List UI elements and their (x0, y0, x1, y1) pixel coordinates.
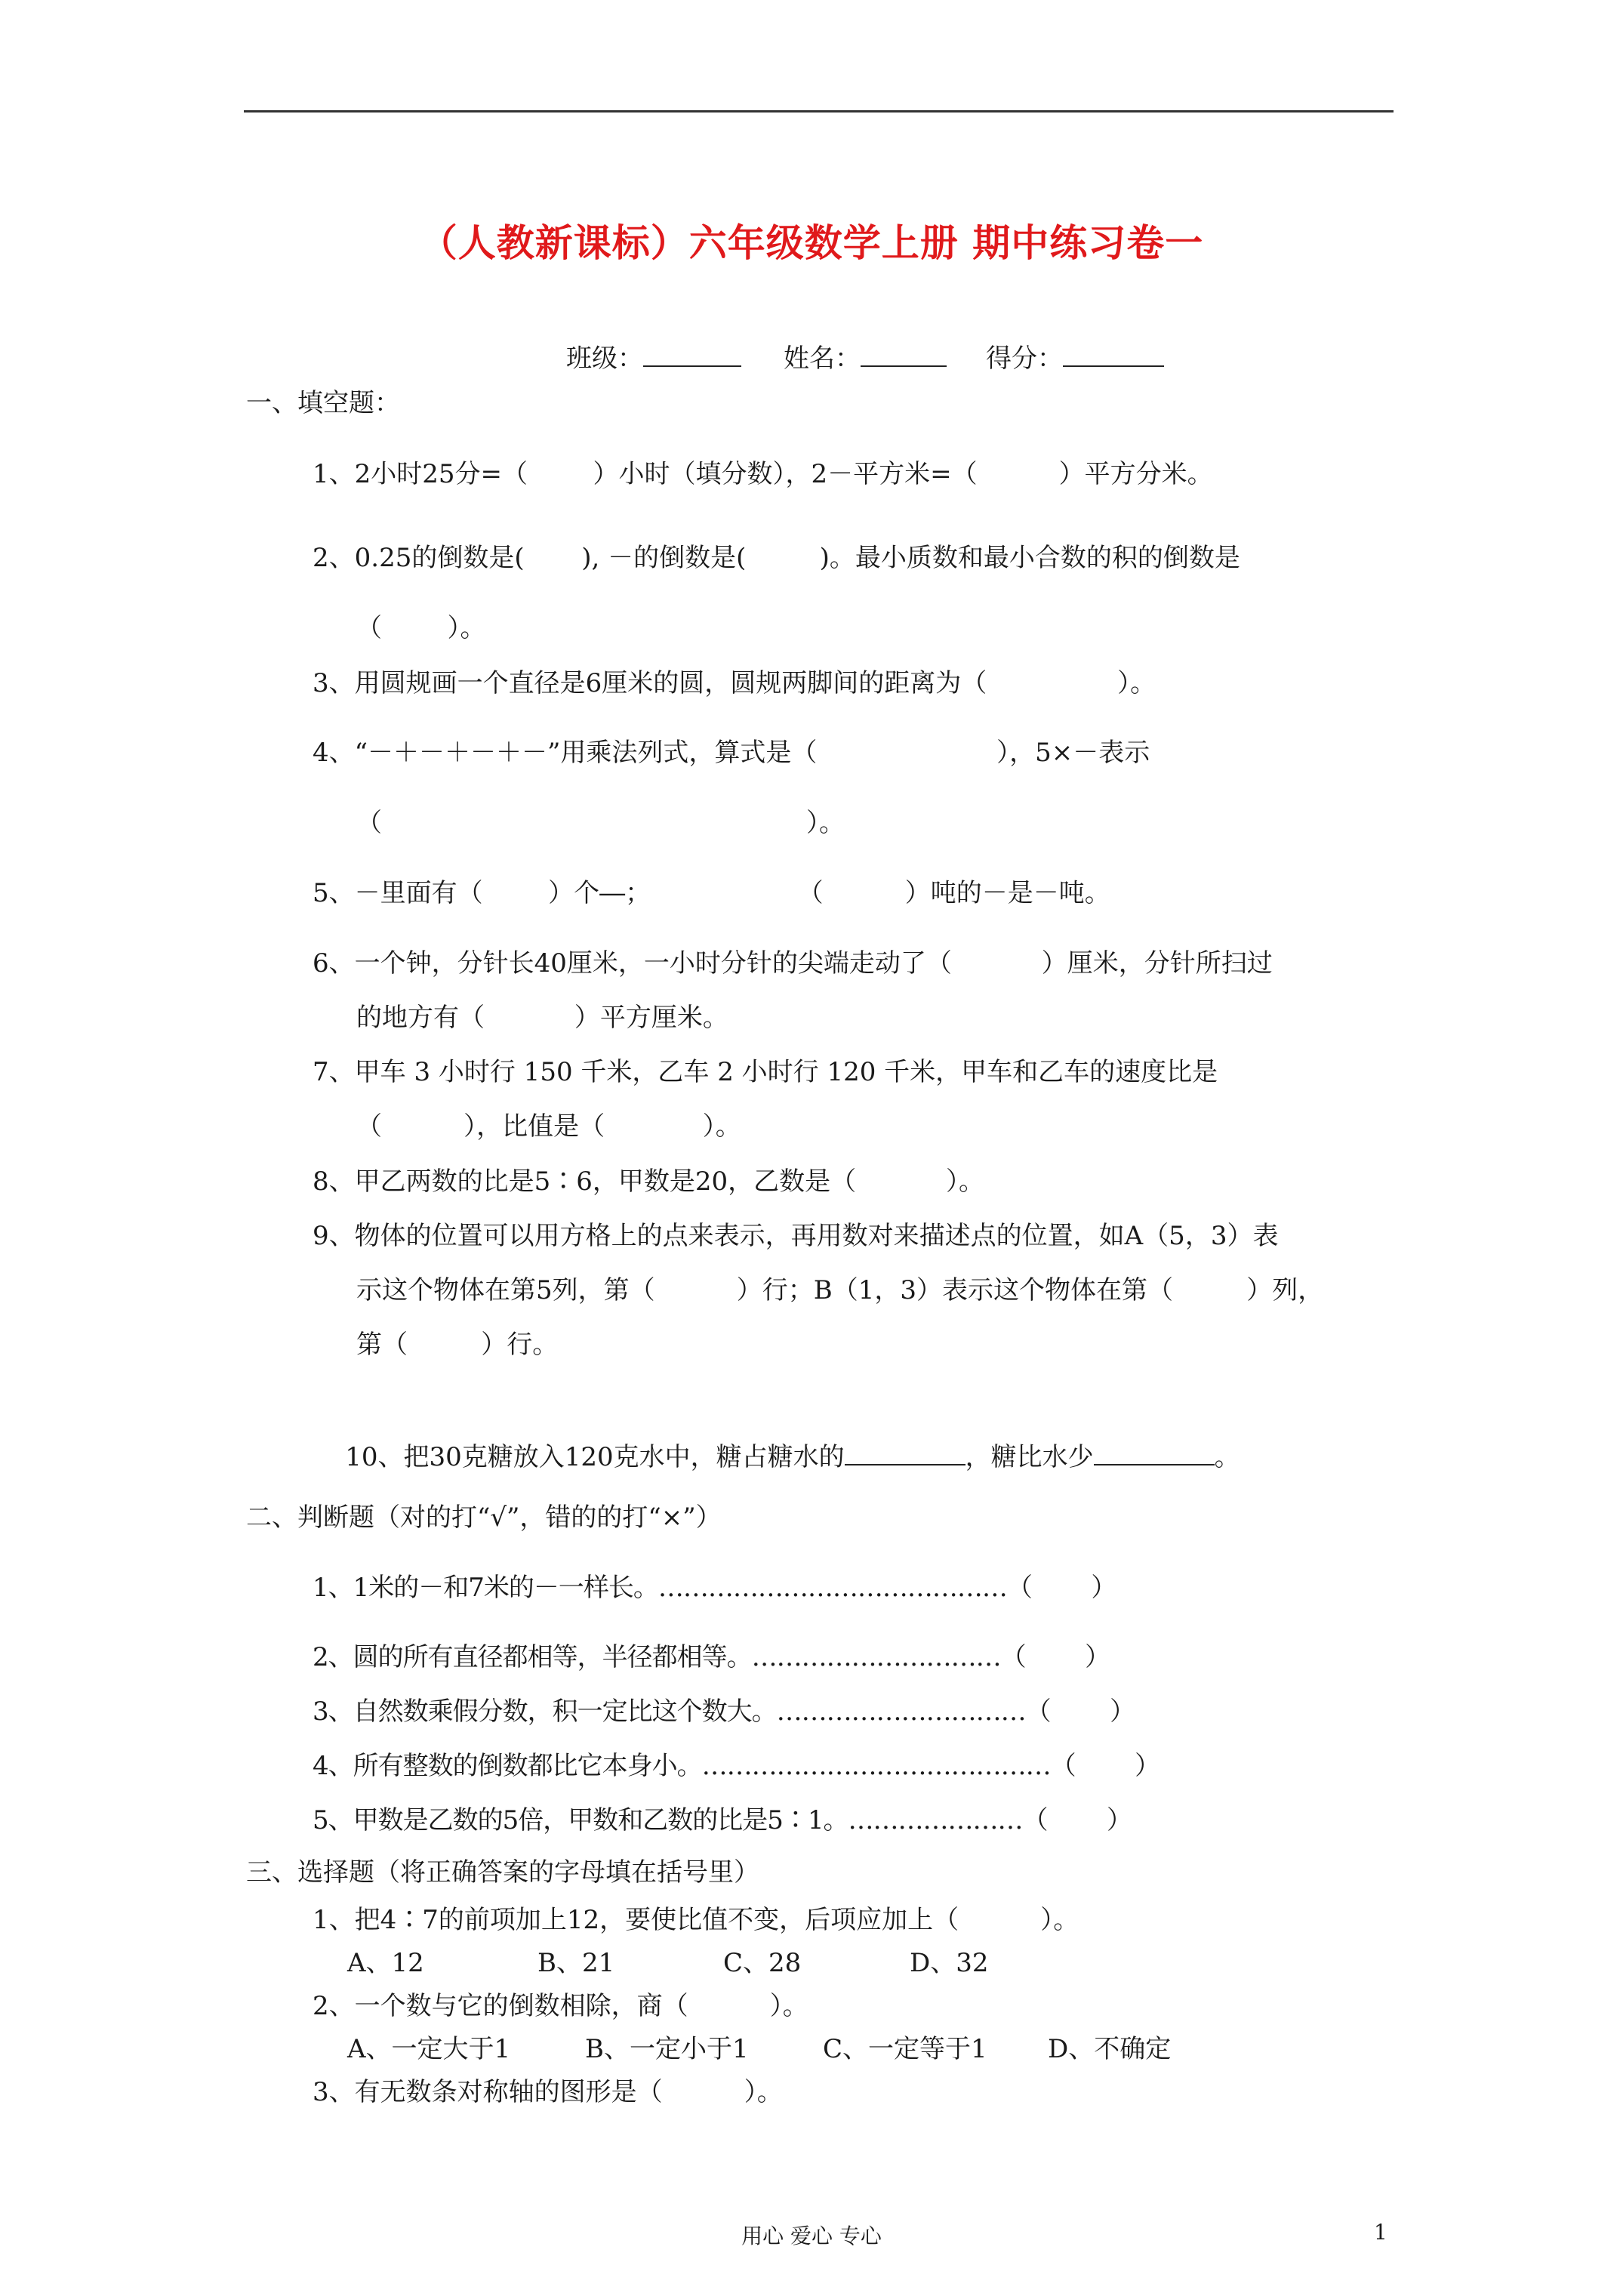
fill-question-3: 3、用圆规画一个直径是6厘米的圆，圆规两脚间的距离为（ ）。 (313, 668, 1156, 698)
fill-question-7-cont: （ ），比值是（ ）。 (356, 1111, 741, 1142)
fill-question-9-cont2: 第（ ）行。 (356, 1330, 559, 1360)
choice-1-option-b: B、21 (537, 1948, 615, 1978)
fill-question-9: 9、物体的位置可以用方格上的点来表示，再用数对来描述点的位置，如A（5，3）表 (313, 1221, 1279, 1251)
page-number: 1 (1374, 2220, 1387, 2245)
fill-question-4: 4、“－＋－＋－＋－”用乘法列式，算式是（ ），5×－表示 (313, 738, 1150, 768)
q10-answer-blank-1[interactable] (845, 1447, 965, 1465)
class-blank[interactable] (643, 343, 741, 367)
footer-motto: 用心 爱心 专心 (741, 2224, 882, 2248)
fill-question-6-cont: 的地方有（ ）平方厘米。 (356, 1003, 728, 1033)
fill-question-9-cont: 示这个物体在第5列，第（ ）行；B（1，3）表示这个物体在第（ ）列， (356, 1275, 1324, 1305)
section2-heading: 二、判断题（对的打“√”，错的的打“×”） (246, 1502, 722, 1533)
choice-2-option-c: C、一定等于1 (823, 2034, 987, 2064)
header-rule (244, 110, 1394, 112)
judge-item-4: 4、所有整数的倒数都比它本身小。……………………………………（ ） (313, 1751, 1160, 1781)
score-label: 得分： (986, 344, 1063, 374)
fill-question-1: 1、2小时25分=（ ）小时（填分数），2－平方米=（ ）平方分米。 (313, 459, 1213, 489)
fill-question-7: 7、甲车 3 小时行 150 千米，乙车 2 小时行 120 千米，甲车和乙车的速度比是 (313, 1057, 1218, 1087)
page-title: （人教新课标）六年级数学上册 期中练习卷一 (419, 220, 1204, 265)
fill-question-5: 5、－里面有（ ）个―； （ ）吨的－是－吨。 (313, 878, 1110, 908)
fill-question-2-cont: （ ）。 (356, 613, 486, 643)
fill-question-6: 6、一个钟，分针长40厘米，一小时分针的尖端走动了（ ）厘米，分针所扫过 (313, 948, 1273, 978)
fill-question-2: 2、0.25的倒数是( ), －的倒数是( )。最小质数和最小合数的积的倒数是 (313, 543, 1240, 573)
class-field (566, 337, 741, 374)
name-blank[interactable] (861, 343, 947, 367)
choice-2-option-b: B、一定小于1 (585, 2034, 749, 2064)
fill-question-10 (313, 1412, 1240, 1502)
score-blank[interactable] (1063, 343, 1164, 367)
judge-item-3: 3、自然数乘假分数，积一定比这个数大。…………………………（ ） (313, 1697, 1135, 1727)
section3-heading: 三、选择题（将正确答案的字母填在括号里） (246, 1857, 759, 1888)
choice-1-option-c: C、28 (723, 1948, 802, 1978)
score-field (986, 337, 1164, 374)
q10-answer-blank-2[interactable] (1094, 1447, 1215, 1465)
judge-item-2: 2、圆的所有直径都相等，半径都相等。…………………………（ ） (313, 1642, 1110, 1672)
q10-text-end: 。 (1214, 1442, 1240, 1472)
fill-question-4-cont: （ ）。 (356, 808, 845, 838)
section1-heading: 一、填空题： (246, 388, 400, 418)
choice-2-option-a: A、一定大于1 (347, 2034, 511, 2064)
choice-question-1: 1、把4∶7的前项加上12，要使比值不变，后项应加上（ ）。 (313, 1905, 1079, 1935)
q10-text-mid: ，糖比水少 (965, 1442, 1094, 1472)
choice-1-option-a: A、12 (347, 1948, 424, 1978)
choice-2-option-d: D、不确定 (1048, 2034, 1172, 2064)
choice-question-2: 2、一个数与它的倒数相除，商（ ）。 (313, 1991, 808, 2021)
judge-item-1: 1、1米的－和7米的－一样长。……………………………………（ ） (313, 1573, 1116, 1603)
q10-text-pre: 10、把30克糖放入120克水中，糖占糖水的 (345, 1442, 845, 1472)
name-field (784, 337, 947, 374)
class-label: 班级： (566, 344, 643, 374)
judge-item-5: 5、甲数是乙数的5倍，甲数和乙数的比是5∶1。…………………（ ） (313, 1805, 1132, 1835)
choice-question-3: 3、有无数条对称轴的图形是（ ）。 (313, 2077, 783, 2107)
fill-question-8: 8、甲乙两数的比是5∶6，甲数是20，乙数是（ ）。 (313, 1166, 985, 1197)
choice-1-option-d: D、32 (910, 1948, 989, 1978)
name-label: 姓名： (784, 344, 861, 374)
